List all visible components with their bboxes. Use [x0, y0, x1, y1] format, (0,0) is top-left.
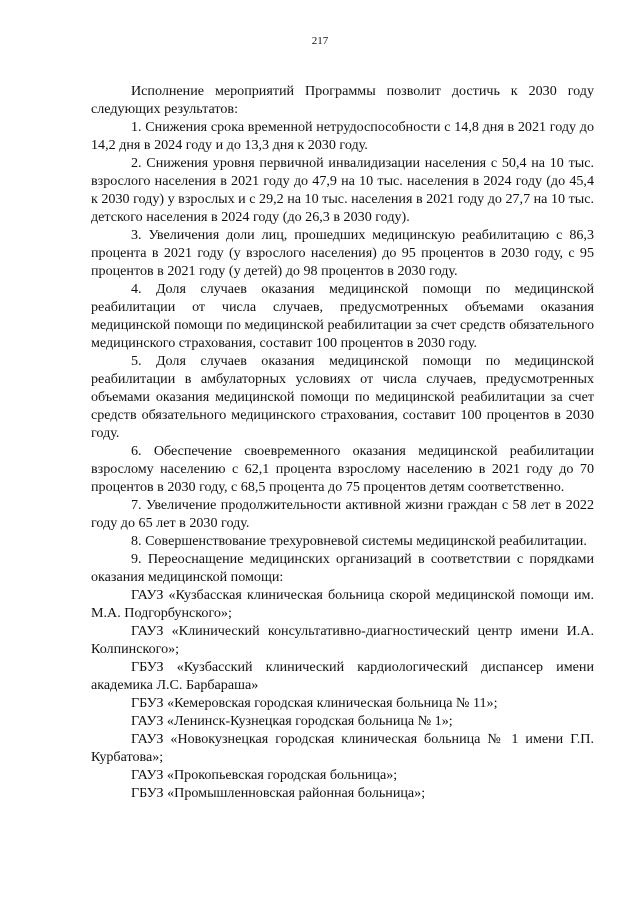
organization-item: ГБУЗ «Кемеровская городская клиническая больница № 11»; — [131, 695, 498, 711]
organization-item: ГАУЗ «Прокопьевская городская больница»; — [131, 767, 398, 783]
paragraph-item-7: 7. Увеличение продолжительности активной жизни граждан с 58 лет в 2022 году до 65 лет в 2030 году. — [91, 497, 594, 531]
paragraph-item-5: 5. Доля случаев оказания медицинской помощи по медицинской реабилитации в амбулаторных условиях от числа случаев, предусмотренных объемами оказания медицинской помощи по медицинской реабилитации за счет средств обязательного медицинского страхования, составит 100 процентов в 2030 году. — [91, 353, 594, 441]
paragraph-item-6: 6. Обеспечение своевременного оказания медицинской реабилитации взрослому населению с 62,1 процента взрослому населению в 2021 году до 70 процентов в 2030 году, с 68,5 процента до 75 процентов детям соответственно. — [91, 443, 594, 495]
paragraph-item-1: 1. Снижения срока временной нетрудоспособности с 14,8 дня в 2021 году до 14,2 дня в 2024 году и до 13,3 дня к 2030 году. — [91, 119, 594, 153]
organization-item: ГАУЗ «Кузбасская клиническая больница скорой медицинской помощи им. М.А. Подгорбунского»; — [91, 587, 594, 621]
document-body — [91, 82, 594, 802]
page-number: 217 — [311, 35, 329, 47]
organization-item: ГБУЗ «Промышленновская районная больница»; — [131, 785, 426, 801]
organization-item: ГАУЗ «Клинический консультативно-диагностический центр имени И.А. Колпинского»; — [91, 623, 594, 657]
organization-item: ГАУЗ «Новокузнецкая городская клиническая больница № 1 имени Г.П. Курбатова»; — [91, 731, 594, 765]
paragraph-item-8: 8. Совершенствование трехуровневой системы медицинской реабилитации. — [131, 533, 587, 549]
organization-item: ГАУЗ «Ленинск-Кузнецкая городская больница № 1»; — [131, 713, 453, 729]
organization-item: ГБУЗ «Кузбасский клинический кардиологический диспансер имени академика Л.С. Барбараша» — [91, 659, 594, 693]
paragraph-intro: Исполнение мероприятий Программы позволит достичь к 2030 году следующих результатов: — [91, 83, 594, 117]
paragraph-item-9: 9. Переоснащение медицинских организаций в соответствии с порядками оказания медицинской помощи: — [91, 551, 594, 585]
paragraph-item-4: 4. Доля случаев оказания медицинской помощи по медицинской реабилитации от числа случаев, предусмотренных объемами оказания медицинской помощи по медицинской реабилитации за счет средств обязательного медицинского страхования, составит 100 процентов в 2030 году. — [91, 281, 594, 351]
paragraph-item-3: 3. Увеличения доли лиц, прошедших медицинскую реабилитацию с 86,3 процента в 2021 году (у взрослого населения) до 95 процентов в 2030 году, с 95 процентов в 2021 году (у детей) до 98 процентов в 2030 году. — [91, 227, 594, 279]
paragraph-item-2: 2. Снижения уровня первичной инвалидизации населения с 50,4 на 10 тыс. взрослого населения в 2021 году до 47,9 на 10 тыс. населения в 2024 году (до 45,4 к 2030 году) у взрослых и с 29,2 на 10 тыс. населения в 2021 году до 27,7 на 10 тыс. детского населения в 2024 году (до 26,3 в 2030 году). — [91, 155, 594, 225]
